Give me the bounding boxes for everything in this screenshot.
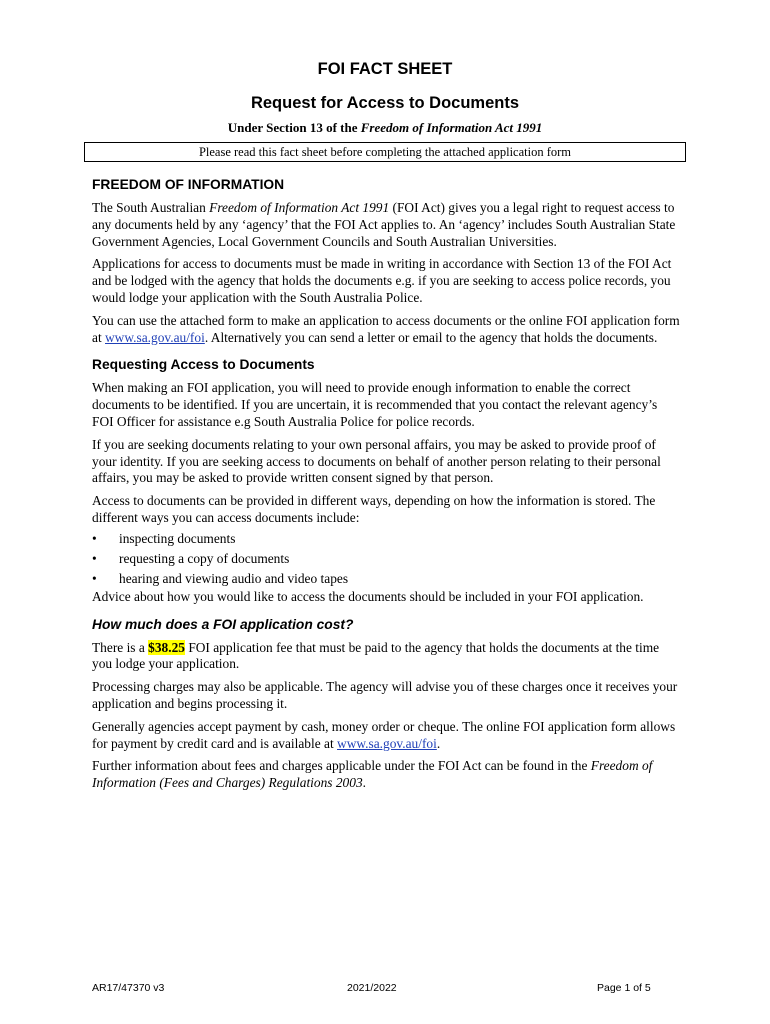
fee-amount: $38.25	[148, 639, 185, 655]
requesting-paragraph-3: Access to documents can be provided in different ways, depending on how the information is stored. The different ways you can access documents include:	[92, 493, 656, 525]
list-item: • requesting a copy of documents	[92, 549, 682, 569]
list-item: • hearing and viewing audio and video tapes	[92, 569, 682, 589]
notice-box: Please read this fact sheet before completing the attached application form	[84, 142, 686, 162]
cost-p4-text-b: .	[362, 775, 366, 791]
foi-paragraph-3	[92, 313, 682, 347]
cost-paragraph-3	[92, 719, 682, 753]
requesting-paragraph-2: If you are seeking documents relating to your own personal affairs, you may be asked to provide proof of your identity. If you are seeking access to documents on behalf of another person relating to their personal affairs, you may be asked to provide written consent signed by that person.	[92, 436, 661, 486]
cost-paragraph-1	[92, 640, 682, 674]
cost-paragraph-4	[92, 758, 682, 792]
requesting-paragraph-1: When making an FOI application, you will need to provide enough information to enable the correct documents to be identified. If you are uncertain, it is recommended that you contact the relevant agency’s FOI Officer for assistance e.g South Australia Police for police records.	[92, 380, 658, 429]
foi-paragraph-1	[92, 200, 682, 250]
foi-p1-text-b: (FOI Act) gives you a legal right to request access to any documents held by any ‘agency’ that the FOI Act applies to. An ‘agency’ includes South Australian State Government Agencies, Local Government Councils and South Australian Universities.	[92, 200, 676, 249]
section-heading-foi: FREEDOM OF INFORMATION	[92, 177, 285, 192]
cost-p3-text-a: Generally agencies accept payment by cash, money order or cheque. The online FOI application form allows for payment by credit card and is available at	[92, 718, 676, 751]
regulations-title: Freedom of Information (Fees and Charges) Regulations 2003	[92, 758, 653, 791]
footer-year: 2021/2022	[347, 982, 397, 994]
act-reference-prefix: Under Section 13 of the	[227, 120, 361, 135]
section-heading-requesting: Requesting Access to Documents	[92, 357, 315, 373]
foi-p1-text-a: The South Australian	[92, 200, 210, 215]
foi-p3-text-a: You can use the attached form to make an application to access documents or the online FOI application form at	[92, 312, 680, 345]
foi-p1-act: Freedom of Information Act 1991	[209, 200, 390, 215]
foi-link[interactable]: www.sa.gov.au/foi	[105, 329, 205, 345]
foi-p3-text-b: . Alternatively you can send a letter or email to the agency that holds the documents.	[204, 329, 658, 345]
cost-p3-text-b: .	[436, 735, 441, 751]
cost-paragraph-2: Processing charges may also be applicable. The agency will advise you of these charges once it receives your application and begins processing it.	[92, 679, 678, 711]
section-heading-cost: How much does a FOI application cost?	[92, 616, 354, 632]
foi-paragraph-2: Applications for access to documents must be made in writing in accordance with Section 13 of the FOI Act and be lodged with the agency that holds the documents e.g. if you are seeking to access police records, you would lodge your application with the South Australia Police.	[92, 256, 672, 305]
cost-p1-text-b: FOI application fee that must be paid to the agency that holds the documents at the time you lodge your application.	[92, 639, 660, 672]
foi-link-payment[interactable]: www.sa.gov.au/foi	[337, 735, 437, 751]
requesting-paragraph-4: Advice about how you would like to access the documents should be included in your FOI application.	[92, 588, 644, 604]
access-methods-list	[92, 529, 682, 589]
footer-reference: AR17/47370 v3	[92, 982, 165, 994]
footer-page-number: Page 1 of 5	[597, 982, 651, 994]
act-reference	[0, 120, 770, 136]
cost-p1-text-a: There is a	[92, 639, 149, 655]
act-reference-title: Freedom of Information Act 1991	[360, 120, 543, 135]
page-subtitle: Request for Access to Documents	[250, 94, 520, 112]
page-title: FOI FACT SHEET	[317, 60, 453, 78]
main-content	[92, 176, 682, 798]
cost-p4-text-a: Further information about fees and charges applicable under the FOI Act can be found in the	[92, 758, 591, 774]
list-item: • inspecting documents	[92, 529, 682, 549]
